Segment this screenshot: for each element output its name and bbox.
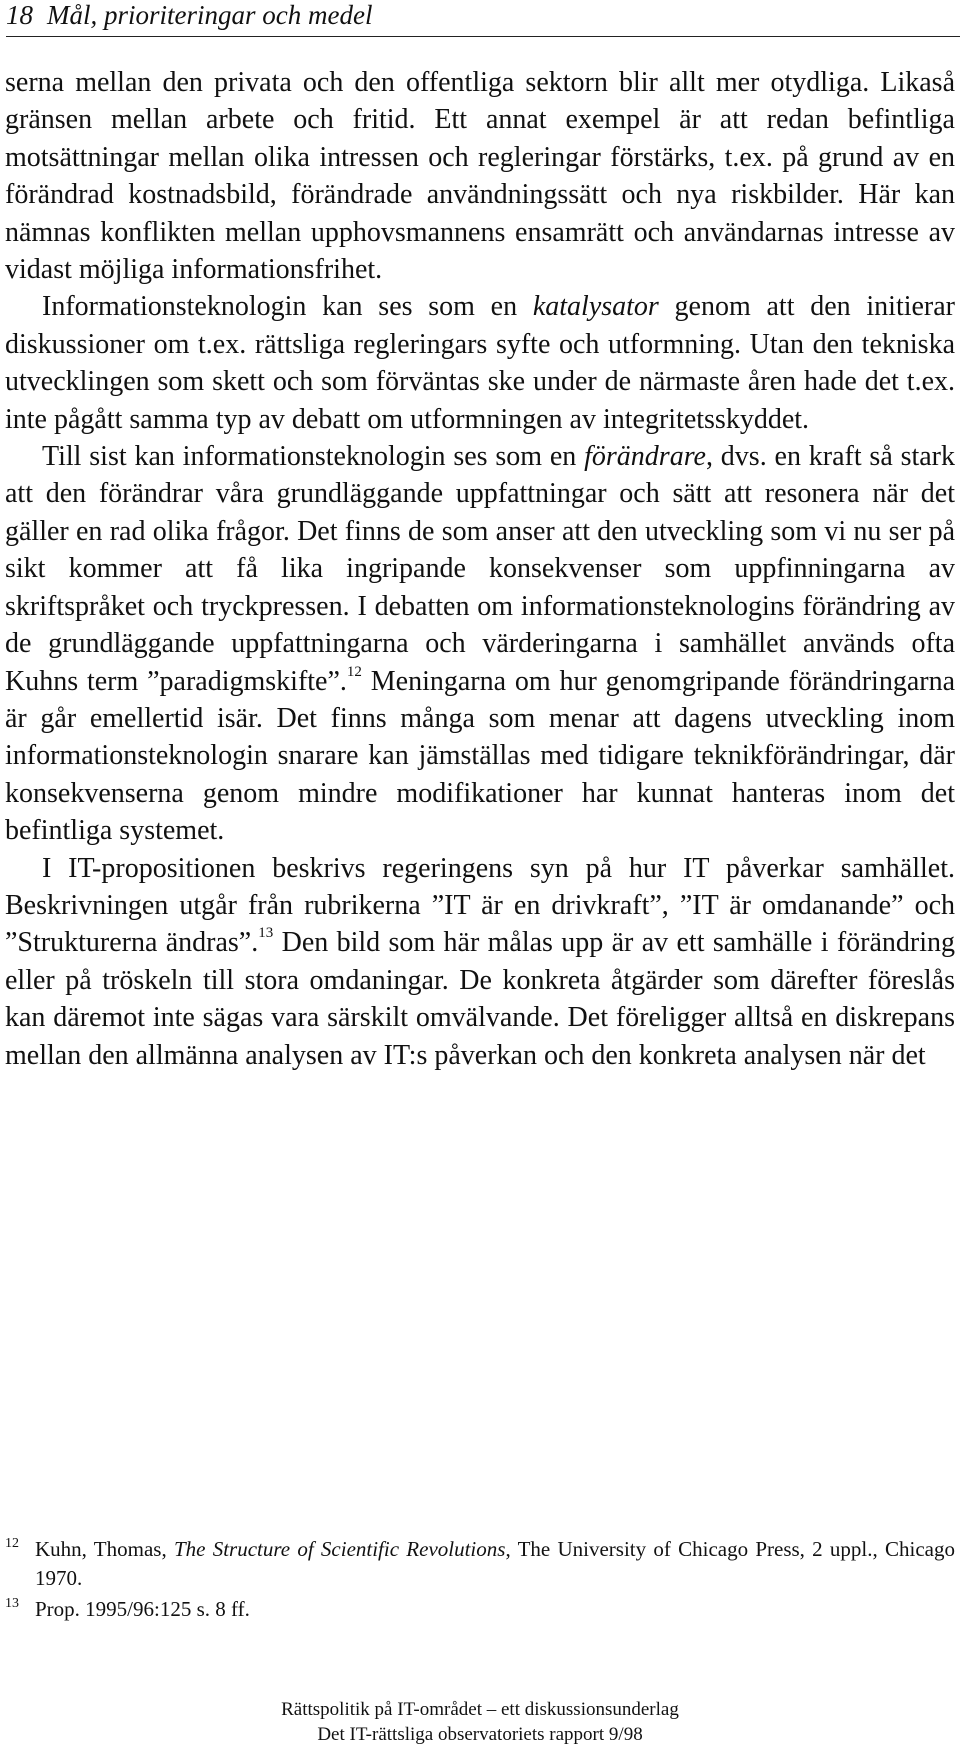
paragraph-4-text-a: I IT-propositionen beskrivs regeringens syn på hur IT påverkar samhället. Beskrivningen utgår från rubrikerna ”IT är en drivkraft”, ”IT är omdanande” och ”Strukturerna ändras”. [5,852,955,959]
footnote-12 [5,1535,955,1593]
paragraph-3-text-c: Meningarna om hur genomgripande förändringarna är går emellertid isär. Det finns många som menar att dagens utveckling inom informationsteknologin snarare kan jämställas med tidigare teknikförändringar, där konsekvenserna genom mindre modifikationer har kunnat hanteras inom det befintliga systemet. [5,665,955,847]
paragraph-2 [5,288,955,438]
footnote-13-mark: 13 [5,1596,19,1611]
footnote-12-book-title: The Structure of Scientific Revolutions [173,1537,506,1561]
term-forandrare: förändrare [584,441,706,473]
footnote-12-mark: 12 [5,1536,19,1551]
footnote-ref-12: 12 [346,663,362,680]
footer-line-2: Det IT-rättsliga observatoriets rapport 9/98 [317,1724,643,1745]
paragraph-3-text-b: , dvs. en kraft så stark att den förändrar våra grundläggande uppfattningar och sätt att resonera när det gäller en rad olika frågor. Det finns de som anser att den utveckling som vi nu ser på sikt kommer att få lika ingripande konsekvenser som uppfinningarna av skriftspråket och tryckpressen. I debatten om informationsteknologins förändring av de grundläggande uppfattningarna och värderingarna i samhället används ofta Kuhns term ”paradigmskifte”. [5,441,955,697]
body-text [5,64,955,1074]
running-title: Mål, prioriteringar och medel [47,0,373,30]
footnote-13-text: Prop. 1995/96:125 s. 8 ff. [35,1597,250,1621]
running-footer [0,1697,960,1747]
footnote-ref-13: 13 [258,925,274,942]
paragraph-3 [5,438,955,849]
page-number: 18 [6,0,33,30]
paragraph-2-text-a: Informationsteknologin kan ses som en [42,291,533,323]
footer-line-1: Rättspolitik på IT-området – ett diskussionsunderlag [281,1699,679,1720]
footnotes [5,1535,955,1626]
term-katalysator: katalysator [532,291,659,323]
footnote-13 [5,1595,955,1624]
paragraph-3-text-a: Till sist kan informationsteknologin ses som en [42,441,585,473]
paragraph-2-text-b: genom att den initierar diskussioner om t.ex. rättsliga regleringars syfte och utformning. Utan den tekniska utvecklingen som skett och som förväntas ske under de närmaste åren hade det t.ex. inte pågått samma typ av debatt om utformningen av integritetsskyddet. [5,291,956,435]
paragraph-4 [5,850,955,1074]
footnote-12-text-a: Kuhn, Thomas, [35,1537,174,1561]
footnote-12-text-b: , The University of Chicago Press, 2 uppl., Chicago 1970. [35,1537,955,1590]
running-header [6,0,960,37]
paragraph-4-text-b: Den bild som här målas upp är av ett samhälle i förändring eller på tröskeln till stora omdaningar. De konkreta åtgärder som därefter föreslås kan däremot inte sägas vara särskilt omvälvande. Det föreligger alltså en diskrepans mellan den allmänna analysen av IT:s påverkan och den konkreta analysen när det [5,927,956,1071]
paragraph-1: serna mellan den privata och den offentliga sektorn blir allt mer otydliga. Likaså gränsen mellan arbete och fritid. Ett annat exempel är att redan befintliga motsättningar mellan olika intressen och regleringar förstärks, t.ex. på grund av en förändrad kostnadsbild, förändrade användningssätt och nya riskbilder. Här kan nämnas konflikten mellan upphovsmannens ensamrätt och användarnas intresse av vidast möjliga informationsfrihet. [5,67,955,286]
footnote-12-text [35,1535,955,1593]
